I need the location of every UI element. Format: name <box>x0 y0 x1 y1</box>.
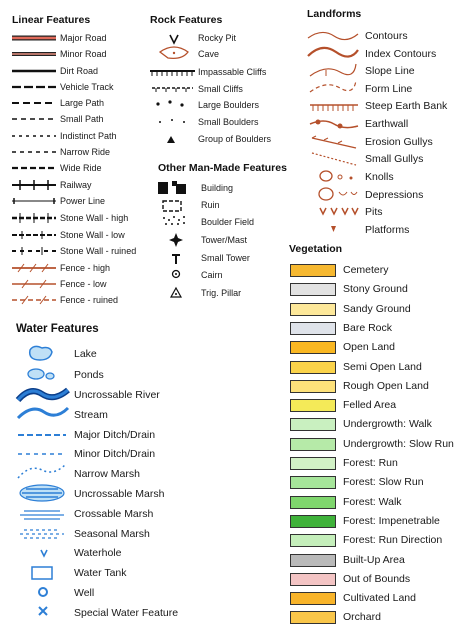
legend-label: Knolls <box>365 171 394 183</box>
legend-label: Water Tank <box>74 567 127 579</box>
legend-label: Building <box>201 183 234 193</box>
vegetation-swatch <box>290 515 336 528</box>
vegetation-title: Vegetation <box>289 243 343 255</box>
vegetation-swatch <box>290 554 336 567</box>
legend-label: Depressions <box>365 189 424 201</box>
small-cliffs-icon <box>152 88 193 92</box>
linear-features-title: Linear Features <box>12 14 91 26</box>
group-of-boulders-icon <box>167 136 175 143</box>
legend-label: Contours <box>365 30 408 42</box>
cave-icon <box>160 47 188 58</box>
legend-label: Well <box>74 587 95 599</box>
seasonal-marsh-icon <box>20 530 64 538</box>
legend-label: Slope Line <box>365 65 415 77</box>
vegetation-swatch <box>290 611 336 624</box>
vegetation-swatch <box>290 534 336 547</box>
stream-icon <box>18 408 68 418</box>
legend-label: Small Cliffs <box>198 84 243 94</box>
legend-label: Rocky Pit <box>198 33 237 43</box>
legend-label: Cairn <box>201 270 223 280</box>
legend-label: Narrow Ride <box>60 147 111 157</box>
legend-label: Large Path <box>60 98 105 108</box>
vegetation-swatch <box>290 264 336 277</box>
legend-label: Small Tower <box>201 253 250 263</box>
legend-label: Cultivated Land <box>343 592 416 604</box>
legend-label: Tower/Mast <box>201 235 248 245</box>
uncrossable-river-icon <box>18 390 68 400</box>
legend-label: Group of Boulders <box>198 134 272 144</box>
legend-label: Forest: Run <box>343 457 398 469</box>
small-gullys-icon <box>312 153 356 165</box>
vegetation-swatch <box>290 361 336 374</box>
large-boulders-icon <box>156 100 183 106</box>
pits-icon <box>320 208 358 214</box>
legend-label: Fence - high <box>60 263 111 273</box>
lake-icon <box>30 346 52 360</box>
legend-label: Felled Area <box>343 399 397 411</box>
narrow-marsh-icon <box>18 464 66 478</box>
legend-label: Large Boulders <box>198 100 260 110</box>
form-line-icon <box>310 80 356 92</box>
legend-label: Index Contours <box>365 48 437 60</box>
legend-label: Indistinct Path <box>60 131 117 141</box>
vegetation-swatch <box>290 399 336 412</box>
legend-label: Impassable Cliffs <box>198 67 267 77</box>
legend-label: Uncrossable Marsh <box>74 488 165 500</box>
vegetation-swatch <box>290 457 336 470</box>
legend-label: Boulder Field <box>201 217 255 227</box>
stone-wall-high-icon <box>12 213 56 223</box>
vegetation-swatch <box>290 496 336 509</box>
vegetation-swatch <box>290 418 336 431</box>
ponds-icon <box>28 369 54 379</box>
legend-label: Built-Up Area <box>343 554 405 566</box>
legend-label: Stone Wall - high <box>60 213 129 223</box>
legend-label: Stone Wall - low <box>60 230 125 240</box>
legend-label: Stream <box>74 409 108 421</box>
trig-pillar-icon <box>171 288 181 297</box>
platforms-icon <box>331 226 336 232</box>
legend-label: Erosion Gullys <box>365 136 433 148</box>
legend-label: Vehicle Track <box>60 82 114 92</box>
vegetation-swatch <box>290 303 336 316</box>
legend-label: Form Line <box>365 83 413 95</box>
legend-label: Forest: Run Direction <box>343 534 443 546</box>
fence-high-icon <box>12 264 56 272</box>
legend-label: Railway <box>60 180 92 190</box>
legend-label: Out of Bounds <box>343 573 411 585</box>
water-tank-icon <box>32 567 52 579</box>
legend-label: Trig. Pillar <box>201 288 242 298</box>
steep-earth-bank-icon <box>310 105 358 111</box>
fence-low-icon <box>12 280 56 288</box>
crossable-marsh-icon <box>20 511 64 519</box>
earthwall-icon <box>310 120 358 129</box>
building-icon <box>158 181 186 194</box>
legend-label: Orchard <box>343 611 381 623</box>
vegetation-swatch <box>290 380 336 393</box>
legend-label: Crossable Marsh <box>74 508 154 520</box>
vegetation-swatch <box>290 592 336 605</box>
legend-label: Ponds <box>74 369 104 381</box>
stone-wall-low-icon <box>12 231 56 239</box>
legend-label: Wide Ride <box>60 163 102 173</box>
legend-label: Forest: Walk <box>343 496 402 508</box>
vegetation-swatch <box>290 438 336 451</box>
legend-label: Fence - ruined <box>60 295 119 305</box>
vegetation-swatch <box>290 322 336 335</box>
contours-icon <box>308 32 358 39</box>
legend-label: Undergrowth: Walk <box>343 418 432 430</box>
fence-ruined-icon <box>12 296 56 304</box>
legend-label: Forest: Impenetrable <box>343 515 440 527</box>
water-features-title: Water Features <box>16 323 99 335</box>
vegetation-swatch <box>290 341 336 354</box>
legend-label: Seasonal Marsh <box>74 528 150 540</box>
depressions-icon <box>319 188 357 200</box>
well-icon <box>39 588 47 596</box>
vegetation-swatch <box>290 283 336 296</box>
legend-label: Small Gullys <box>365 153 424 165</box>
legend-label: Power Line <box>60 196 106 206</box>
special-water-feature-icon <box>39 607 47 615</box>
legend-label: Sandy Ground <box>343 303 411 315</box>
cairn-icon <box>173 271 180 278</box>
uncrossable-marsh-icon <box>20 485 64 501</box>
legend-label: Narrow Marsh <box>74 468 140 480</box>
vegetation-swatch <box>290 573 336 586</box>
legend-label: Major Road <box>60 33 107 43</box>
legend-label: Earthwall <box>365 118 409 130</box>
legend-label: Lake <box>74 348 97 360</box>
legend-label: Bare Rock <box>343 322 393 334</box>
legend-label: Ruin <box>201 200 220 210</box>
small-tower-icon <box>172 255 180 264</box>
legend-label: Minor Road <box>60 49 107 59</box>
legend-label: Uncrossable River <box>74 389 160 401</box>
stone-wall-ruined-icon <box>12 247 56 255</box>
power-line-icon <box>12 198 56 204</box>
legend-label: Small Path <box>60 114 104 124</box>
legend-label: Open Land <box>343 341 395 353</box>
legend-label: Dirt Road <box>60 66 99 76</box>
rocky-pit-icon <box>170 35 178 43</box>
erosion-gullys-icon <box>312 136 356 148</box>
legend-label: Stony Ground <box>343 283 408 295</box>
slope-line-icon <box>310 64 356 76</box>
legend-label: Special Water Feature <box>74 607 179 619</box>
vegetation-swatch <box>290 476 336 489</box>
legend-label: Steep Earth Bank <box>365 100 448 112</box>
legend-label: Fence - low <box>60 279 107 289</box>
legend-label: Cave <box>198 49 220 59</box>
legend-label: Stone Wall - ruined <box>60 246 137 256</box>
impassable-cliffs-icon <box>150 71 195 76</box>
legend-label: Cemetery <box>343 264 389 276</box>
legend-label: Small Boulders <box>198 117 259 127</box>
man-made-features-title: Other Man-Made Features <box>158 162 287 174</box>
landforms-title: Landforms <box>307 8 362 20</box>
tower-mast-icon <box>169 233 183 247</box>
small-boulders-icon <box>159 119 185 123</box>
legend-label: Minor Ditch/Drain <box>74 448 156 460</box>
legend-label: Waterhole <box>74 547 122 559</box>
legend-label: Undergrowth: Slow Run <box>343 438 454 450</box>
boulder-field-icon <box>163 216 185 225</box>
index-contours-icon <box>308 48 358 57</box>
rock-features-title: Rock Features <box>150 14 223 26</box>
legend-label: Major Ditch/Drain <box>74 429 156 441</box>
waterhole-icon <box>41 550 47 556</box>
legend-label: Platforms <box>365 224 410 236</box>
legend-label: Semi Open Land <box>343 361 422 373</box>
ruin-icon <box>163 201 181 211</box>
railway-icon <box>12 180 56 190</box>
legend-label: Rough Open Land <box>343 380 429 392</box>
knolls-icon <box>320 171 353 181</box>
legend-label: Pits <box>365 206 383 218</box>
legend-label: Forest: Slow Run <box>343 476 424 488</box>
